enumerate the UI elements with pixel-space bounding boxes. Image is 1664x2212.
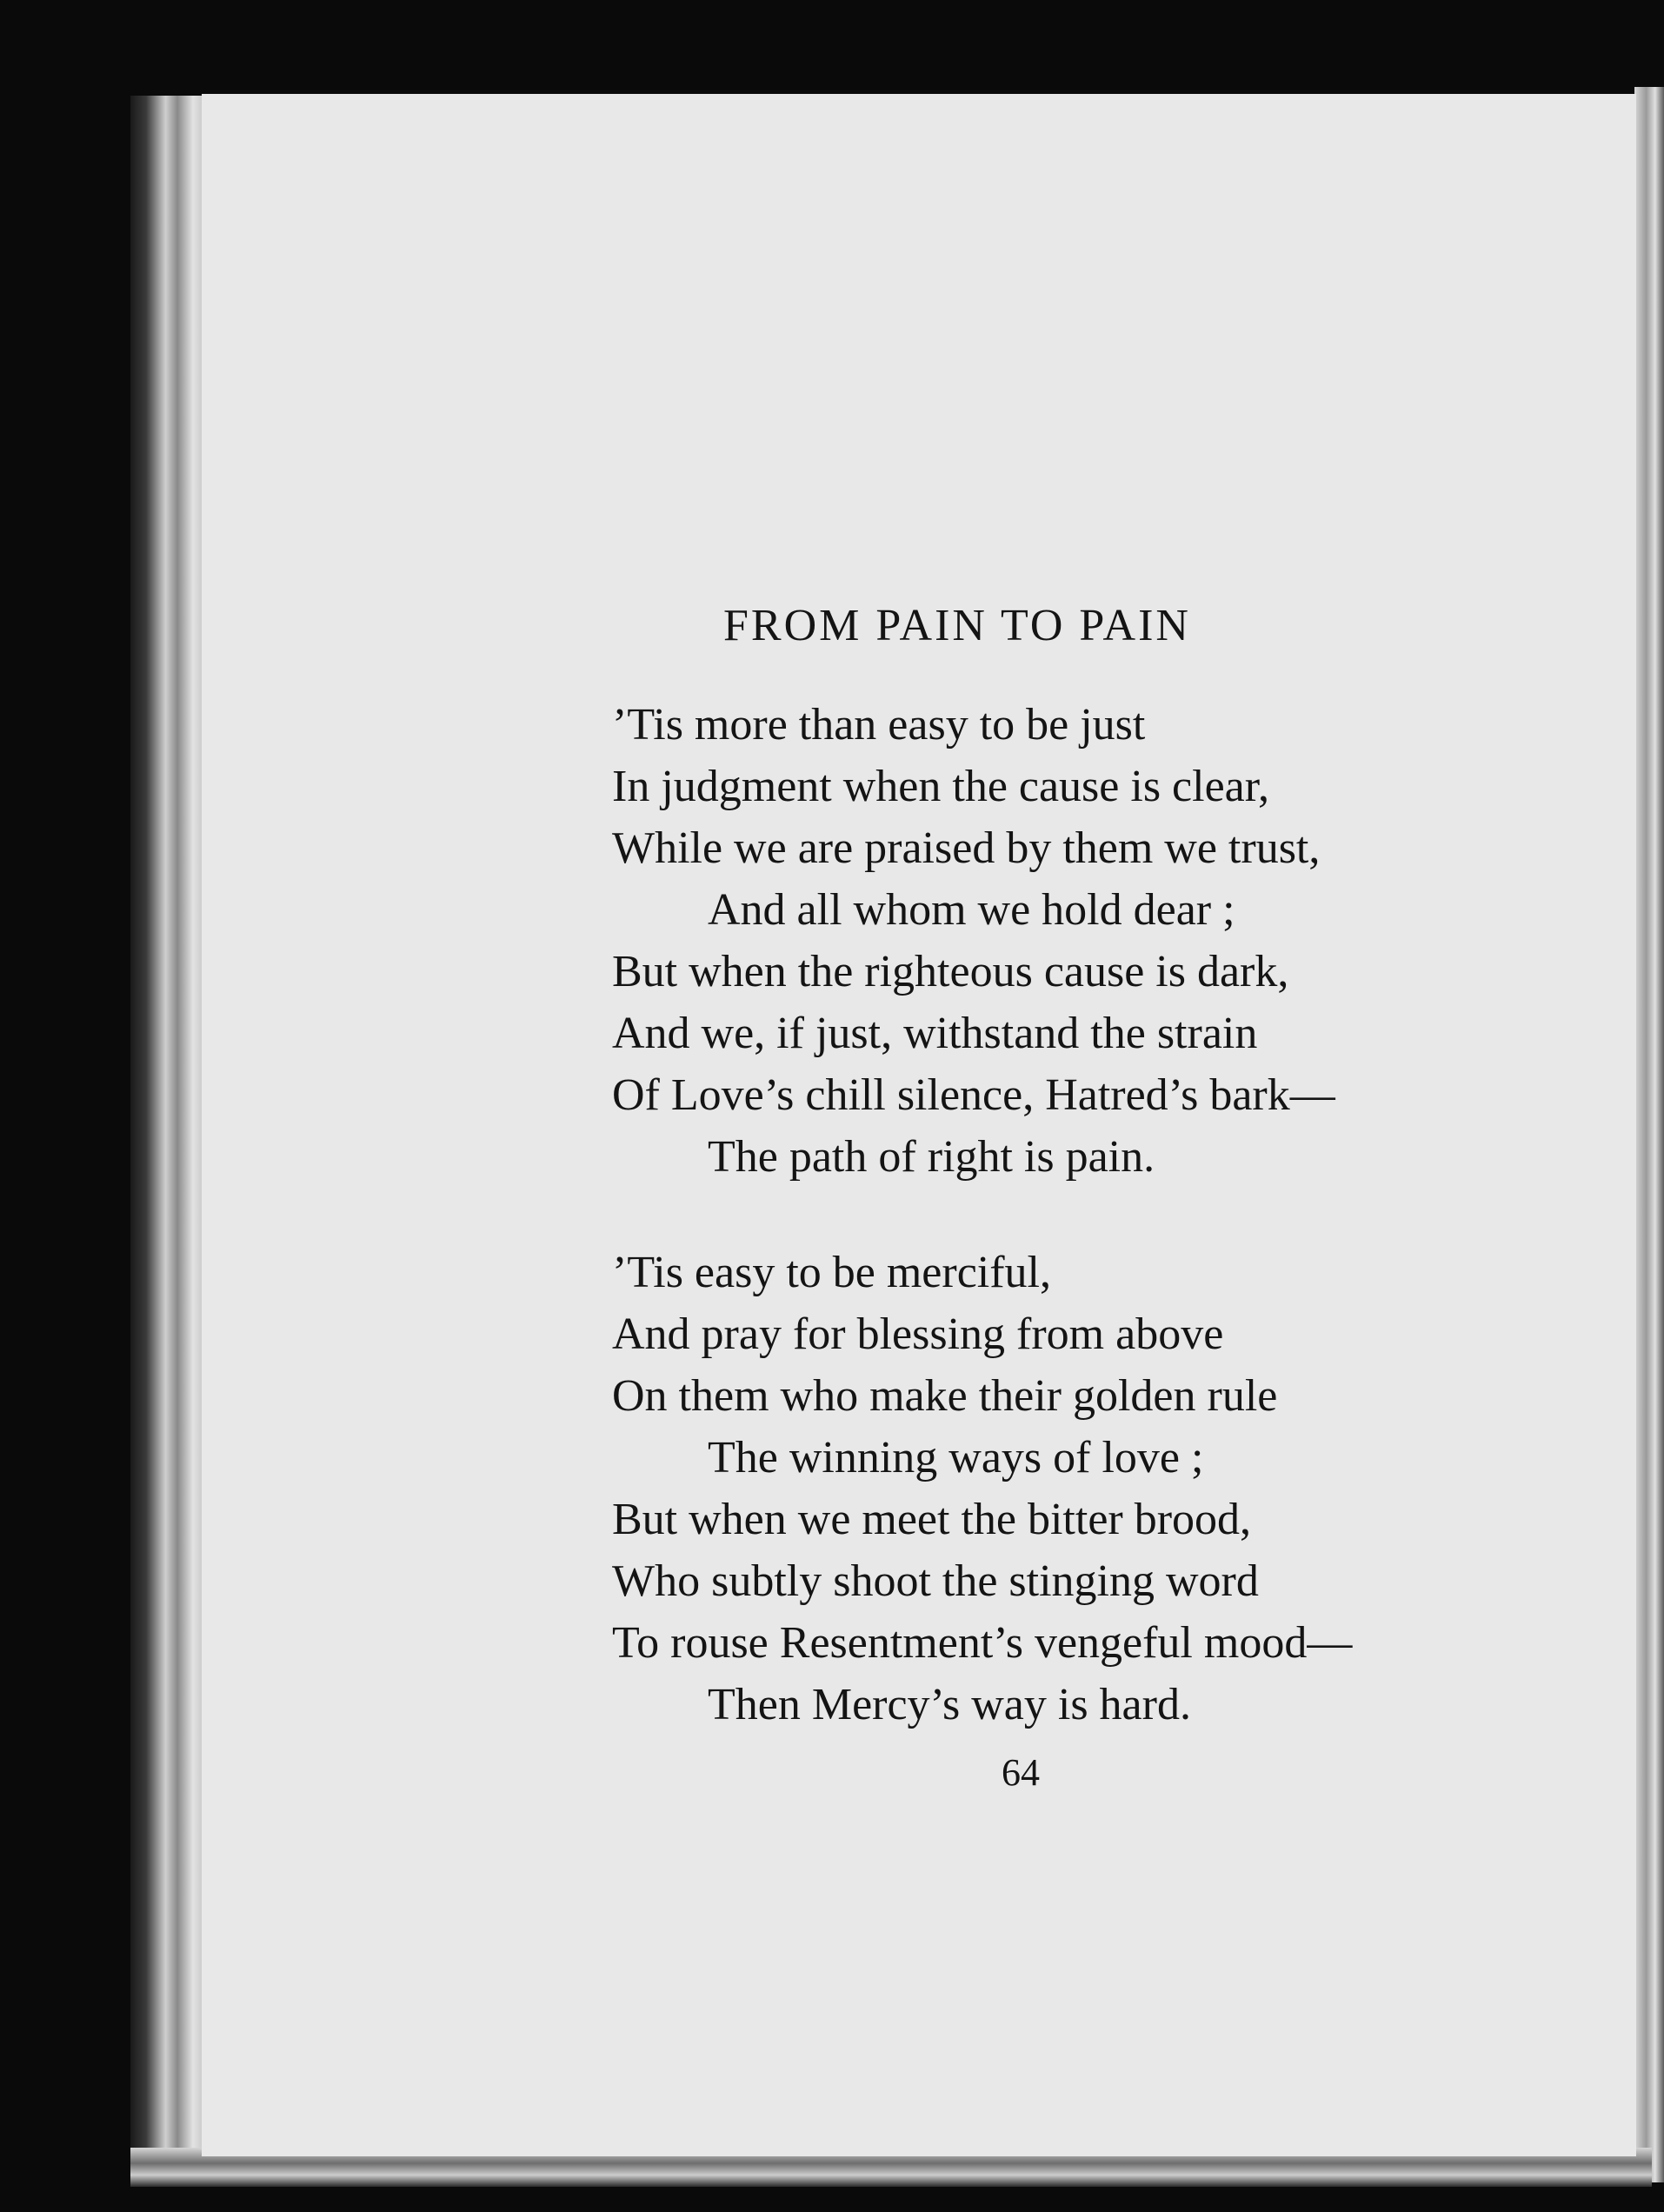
stanza-1: [612, 694, 1568, 1188]
poem-line: And pray for blessing from above: [612, 1309, 1224, 1359]
poem-line: On them who make their golden rule: [612, 1371, 1278, 1421]
poem-line: And we, if just, withstand the strain: [612, 1009, 1258, 1058]
poem-title: FROM PAIN TO PAIN: [723, 601, 1191, 650]
poem-line: But when the righteous cause is dark,: [612, 947, 1289, 996]
poem-line: Then Mercy’s way is hard.: [708, 1680, 1191, 1729]
book-spine-edge: [130, 96, 209, 2174]
poem-line: In judgment when the cause is clear,: [612, 762, 1269, 811]
poem-line: To rouse Resentment’s vengeful mood—: [612, 1618, 1353, 1668]
book-page: [202, 94, 1636, 2156]
book-fore-edge: [1634, 87, 1664, 2182]
poem-line: ’Tis easy to be merciful,: [612, 1248, 1051, 1297]
stanza-2: [612, 1242, 1568, 1736]
poem-line: ’Tis more than easy to be just: [612, 700, 1146, 750]
poem-line: While we are praised by them we trust,: [612, 823, 1321, 873]
poem-line: Of Love’s chill silence, Hatred’s bark—: [612, 1070, 1335, 1120]
poem-line: The winning ways of love ;: [708, 1433, 1204, 1482]
poem-line: And all whom we hold dear ;: [708, 885, 1235, 935]
page-number: 64: [1002, 1751, 1040, 1794]
poem-line: Who subtly shoot the stinging word: [612, 1556, 1259, 1606]
poem-line: But when we meet the bitter brood,: [612, 1495, 1252, 1544]
poem-line: The path of right is pain.: [708, 1132, 1155, 1182]
